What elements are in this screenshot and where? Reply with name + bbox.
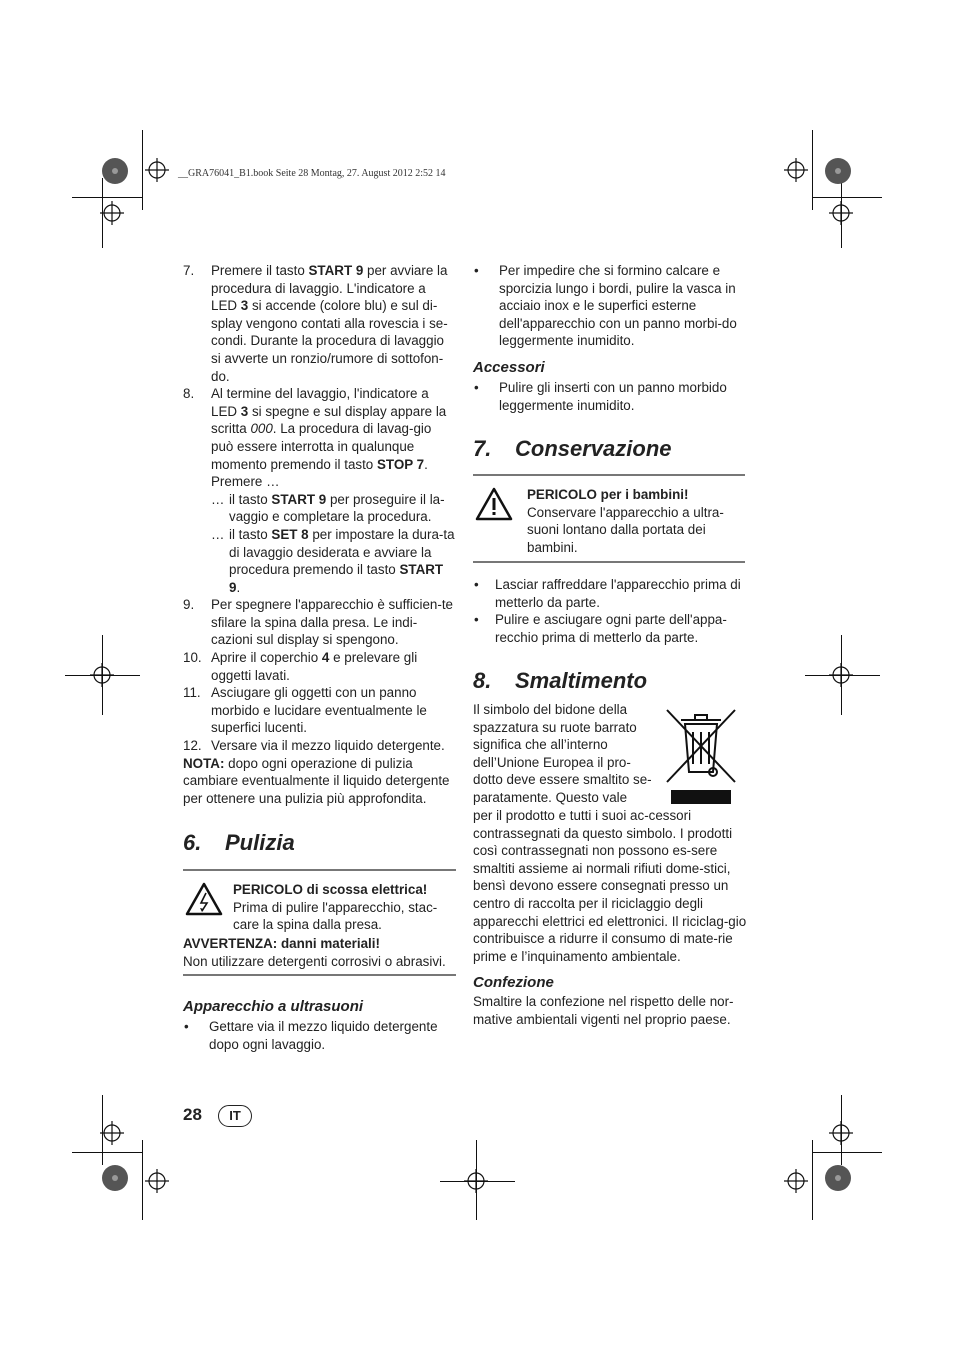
step-text: Per spegnere l'apparecchio è sufficien-te sfilare la spina dalla presa. Le indi-cazioni sul display si spengono.: [211, 597, 453, 648]
danger-text: Prima di pulire l'apparecchio, stac-care la spina dalla presa.: [233, 899, 438, 933]
sub-steps-list: [183, 491, 455, 597]
warning-triangle-icon: [475, 487, 513, 521]
bullet-text: Lasciar raffreddare l'apparecchio prima di metterlo da parte.: [495, 577, 741, 610]
danger-box-right: [527, 486, 745, 556]
accessori-bullet: [473, 379, 745, 414]
divider: [183, 974, 456, 976]
divider: [183, 869, 456, 871]
bullet-icon: •: [474, 577, 479, 592]
bullet-icon: •: [474, 612, 479, 628]
divider: [473, 474, 745, 476]
conservazione-bullets: [473, 576, 745, 646]
accessori-heading: Accessori: [473, 359, 545, 376]
step-text: Premere il tasto START 9 per avviare la procedura di lavaggio. L'indicatore a LED 3 si accende (colore blu) e sul di-splay vengono contati alla rovescia i se-condi. Durante la procedura di lavaggio si avverte un ronzio/rumore di sottofon-do.: [211, 263, 448, 384]
section-title: Pulizia: [225, 830, 295, 855]
divider: [473, 561, 745, 563]
sub-step: [183, 526, 455, 596]
bullet-text: Pulire e asciugare ogni parte dell'appa-recchio prima di metterlo da parte.: [495, 612, 727, 645]
step-text: Versare via il mezzo liquido detergente.: [211, 738, 445, 754]
step-number: 9.: [183, 597, 195, 613]
ellipsis-marker: …: [211, 526, 225, 542]
weee-bar: [671, 790, 731, 804]
section-7-heading: [473, 436, 672, 462]
language-badge: IT: [218, 1105, 252, 1127]
sub-heading: Apparecchio a ultrasuoni: [183, 998, 364, 1015]
danger-text: Conservare l'apparecchio a ultra-suoni lontano dalla portata dei bambini.: [527, 504, 724, 555]
bullet-icon: •: [474, 380, 479, 395]
numbered-step: [183, 684, 455, 737]
step-number: 12.: [183, 738, 202, 754]
danger-title: PERICOLO di scossa elettrica!: [233, 882, 428, 897]
note-label: NOTA:: [183, 755, 225, 771]
bullet-icon: •: [474, 263, 479, 278]
warning-title: AVVERTENZA: danni materiali!: [183, 936, 380, 951]
confezione-heading: Confezione: [473, 974, 554, 991]
warning-box: [183, 935, 456, 970]
smaltimento-text-wide: per il prodotto e tutti i suoi ac-cessori contrassegnati da questo simbolo. I prodotti così contrassegnati non possono es-sere smaltiti assieme ai normali rifiuti dome-stici, bensì devono essere consegnati presso un centro di raccolta per il riciclaggio degli apparecchi elettrici ed elettronici. Il riciclag-gio contribuisce a ridurre il consumo di mate-rie prime e l’inquinamento ambientale.: [473, 808, 747, 964]
steps-list-2: [183, 596, 455, 754]
numbered-step: [183, 596, 455, 649]
left-column: [183, 262, 455, 807]
danger-box-left: [233, 881, 455, 934]
numbered-step: [183, 737, 455, 755]
numbered-step: [183, 385, 455, 491]
section-8-heading: [473, 668, 647, 694]
step-text: Al termine del lavaggio, l'indicatore a LED 3 si spegne e sul display appare la scritta 000. La procedura di lavag-gio può essere interrotta in qualunque momento premendo il tasto STOP 7. Premere …: [211, 386, 447, 490]
crossed-bin-icon: [663, 706, 739, 786]
right-top: [473, 262, 745, 350]
bullet-text: Gettare via il mezzo liquido detergente dopo ogni lavaggio.: [209, 1019, 438, 1052]
step-number: 7.: [183, 263, 195, 278]
danger-title: PERICOLO per i bambini!: [527, 487, 689, 502]
bullet-text: Per impedire che si formino calcare e sporcizia lungo i bordi, pulire la vasca in acciaio inox e le superfici esterne dell'apparecchio con un panno morbi-do leggermente inumidito.: [499, 263, 737, 349]
bullet-text: Pulire gli inserti con un panno morbido leggermente inumidito.: [499, 380, 727, 413]
step-number: 8.: [183, 386, 195, 402]
section-number: 6.: [183, 830, 202, 855]
note-paragraph: [183, 755, 455, 808]
numbered-step: [183, 649, 455, 684]
page-number: 28: [183, 1105, 202, 1124]
step-number: 11.: [183, 685, 201, 701]
ellipsis-marker: …: [211, 491, 225, 507]
cleaning-bullet: [183, 1018, 455, 1053]
step-number: 10.: [183, 650, 202, 666]
numbered-step: [183, 262, 455, 385]
note-text: dopo ogni operazione di pulizia cambiare eventualmente il liquido detergente per ottenere una pulizia più approfondita.: [183, 755, 450, 806]
sub-step: [183, 491, 455, 526]
confezione-text: Smaltire la confezione nel rispetto delle nor-mative ambientali vigenti nel proprio paese.: [473, 994, 734, 1027]
print-header: __GRA76041_B1.book Seite 28 Montag, 27. August 2012 2:52 14: [178, 168, 446, 179]
electric-hazard-icon: [185, 882, 223, 916]
section-title: Smaltimento: [515, 668, 648, 693]
step-text: il tasto SET 8 per impostare la dura-ta di lavaggio desiderata e avviare la procedura premendo il tasto START 9.: [229, 526, 455, 595]
step-text: Asciugare gli oggetti con un panno morbido e lucidare eventualmente le superfici lucenti.: [211, 685, 427, 736]
step-text: il tasto START 9 per proseguire il la-vaggio e completare la procedura.: [229, 491, 445, 525]
section-number: 8.: [473, 668, 492, 693]
section-number: 7.: [473, 436, 492, 461]
steps-list-1: [183, 262, 455, 491]
warning-text: Non utilizzare detergenti corrosivi o abrasivi.: [183, 953, 446, 969]
step-text: Aprire il coperchio 4 e prelevare gli oggetti lavati.: [211, 650, 418, 683]
bullet-icon: •: [184, 1019, 189, 1034]
section-6-heading: [183, 830, 295, 856]
smaltimento-text-narrow: Il simbolo del bidone della spazzatura su ruote barrato significa che all’interno dell’Unione Europea il pro-dotto deve essere smaltito se-paratamente. Questo vale: [473, 702, 652, 805]
section-title: Conservazione: [515, 436, 672, 461]
